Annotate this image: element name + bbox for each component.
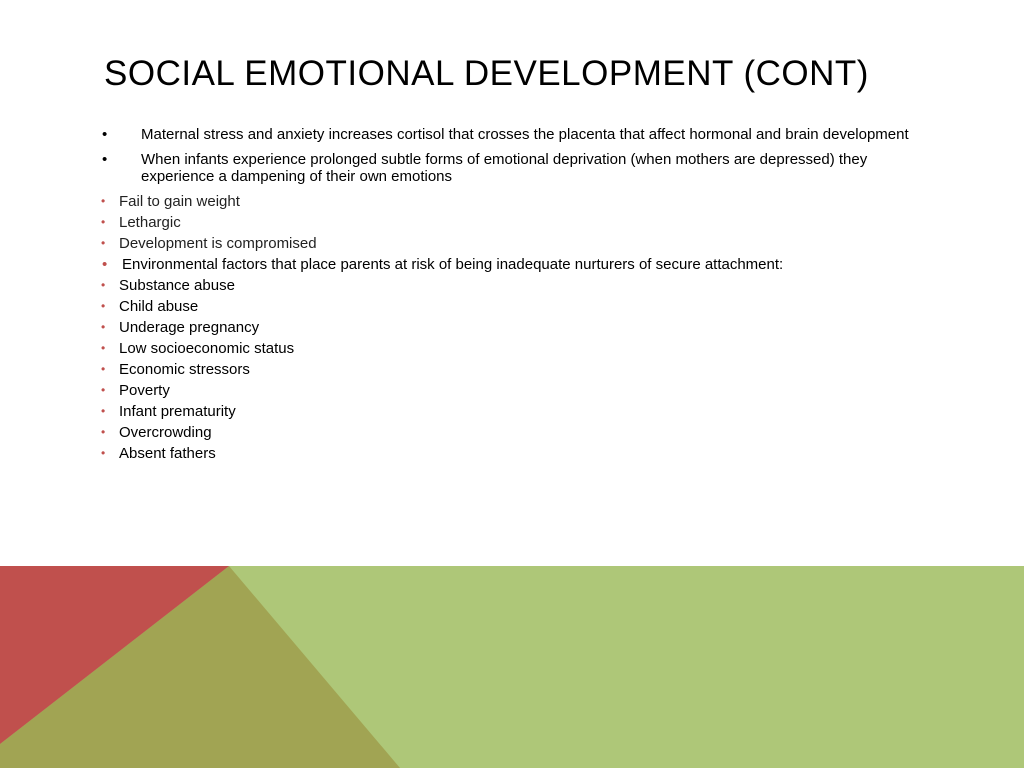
- list-item: [100, 319, 920, 336]
- list-item: [100, 424, 920, 441]
- list-item-text: Substance abuse: [119, 277, 235, 294]
- slide-content: [100, 126, 920, 466]
- bullet-icon: •: [101, 299, 106, 313]
- bullet-icon: •: [101, 341, 106, 355]
- bullet-icon: •: [101, 194, 106, 208]
- list-item-text: Economic stressors: [119, 361, 250, 378]
- bullet-icon: •: [102, 151, 108, 168]
- slide-title: SOCIAL EMOTIONAL DEVELOPMENT (CONT): [104, 54, 869, 93]
- list-item-text: Fail to gain weight: [119, 193, 240, 210]
- bullet-icon: •: [101, 446, 106, 460]
- risk-factors-list: [100, 277, 920, 462]
- list-item-text: Environmental factors that place parents at risk of being inadequate nurturers of secure attachment:: [122, 256, 784, 273]
- list-item-text: Child abuse: [119, 298, 199, 315]
- list-item: [100, 340, 920, 357]
- bullet-icon: •: [101, 215, 106, 229]
- list-item: [100, 298, 920, 315]
- top-level-list: [100, 126, 920, 185]
- bullet-icon: •: [101, 236, 106, 250]
- list-item: [100, 277, 920, 294]
- list-item-text: Poverty: [119, 382, 170, 399]
- list-item: [100, 361, 920, 378]
- list-item-maternal-stress: [100, 126, 920, 143]
- list-item: [100, 235, 920, 252]
- bullet-icon: •: [101, 425, 106, 439]
- bullet-icon: •: [101, 383, 106, 397]
- list-item-text: Absent fathers: [119, 445, 216, 462]
- list-item-text: Development is compromised: [119, 235, 317, 252]
- bullet-icon: •: [101, 362, 106, 376]
- list-item-text: Maternal stress and anxiety increases cortisol that crosses the placenta that affect hormonal and brain development: [141, 126, 909, 143]
- list-item-environmental-factors: [100, 256, 920, 273]
- list-item-emotional-deprivation: [100, 151, 920, 185]
- list-item-text: Low socioeconomic status: [119, 340, 295, 357]
- bullet-icon: •: [101, 320, 106, 334]
- list-item: [100, 445, 920, 462]
- list-item: [100, 214, 920, 231]
- bullet-icon: •: [102, 126, 108, 143]
- list-item-text: Underage pregnancy: [119, 319, 260, 336]
- list-item: [100, 403, 920, 420]
- list-item-text: Infant prematurity: [119, 403, 236, 420]
- list-item: [100, 193, 920, 210]
- decorative-footer-band: [0, 566, 1024, 768]
- bullet-icon: •: [101, 404, 106, 418]
- bullet-icon: •: [102, 256, 108, 273]
- list-item-text: Lethargic: [119, 214, 181, 231]
- environmental-list: [100, 256, 920, 273]
- list-item-text: When infants experience prolonged subtle forms of emotional deprivation (when mothers are depressed) they experience a dampening of their own emotions: [141, 151, 868, 185]
- list-item: [100, 382, 920, 399]
- list-item-text: Overcrowding: [119, 424, 212, 441]
- deprivation-effects-list: [100, 193, 920, 252]
- bullet-icon: •: [101, 278, 106, 292]
